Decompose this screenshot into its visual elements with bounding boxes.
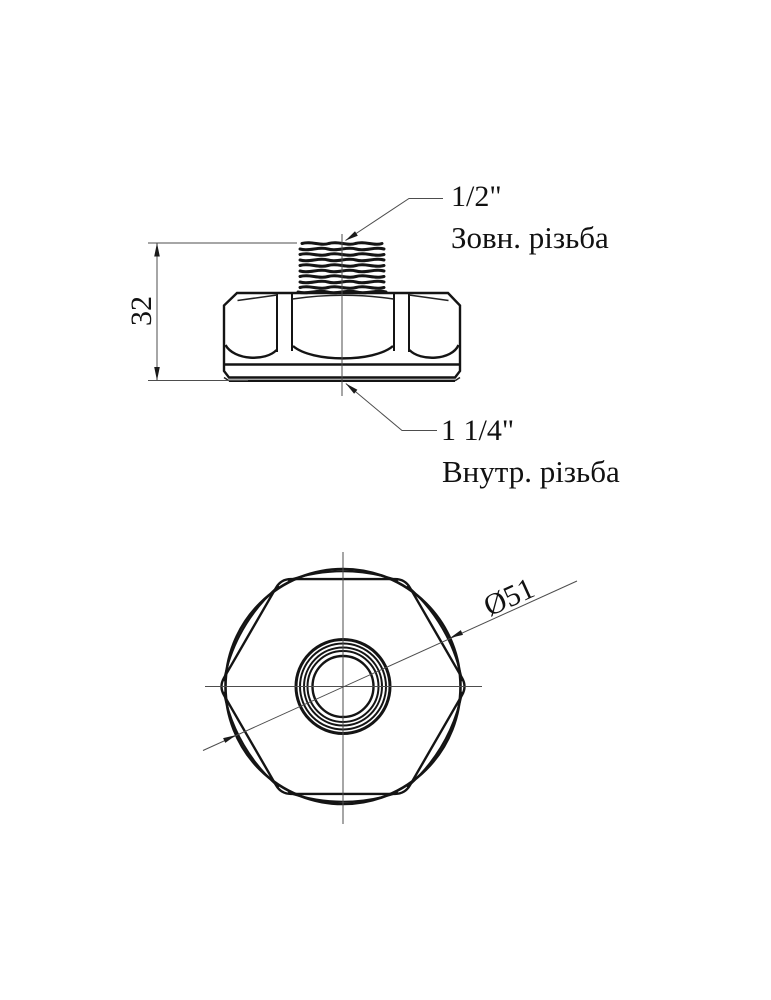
external-thread-label-text: Зовн. різьба <box>451 220 609 255</box>
dim-arrowhead-icon <box>450 630 463 638</box>
front-view <box>125 180 620 489</box>
dim-arrowhead-icon <box>223 735 236 743</box>
leader-external-thread <box>346 180 610 255</box>
dimension-diameter-51 <box>203 572 577 751</box>
internal-thread-label-text: Внутр. різьба <box>442 454 620 489</box>
arrowhead-down-icon <box>154 367 160 381</box>
leader-arrowhead-icon <box>346 231 358 240</box>
leader-internal-thread <box>346 384 620 490</box>
dimension-height-32 <box>125 243 297 381</box>
arrowhead-up-icon <box>154 243 160 257</box>
top-view <box>203 552 577 824</box>
external-thread-size-text: 1/2" <box>451 180 502 213</box>
internal-thread-size-text: 1 1/4" <box>441 414 515 447</box>
diameter-dimension-text: Ø51 <box>478 571 540 624</box>
height-dimension-text: 32 <box>124 296 158 326</box>
